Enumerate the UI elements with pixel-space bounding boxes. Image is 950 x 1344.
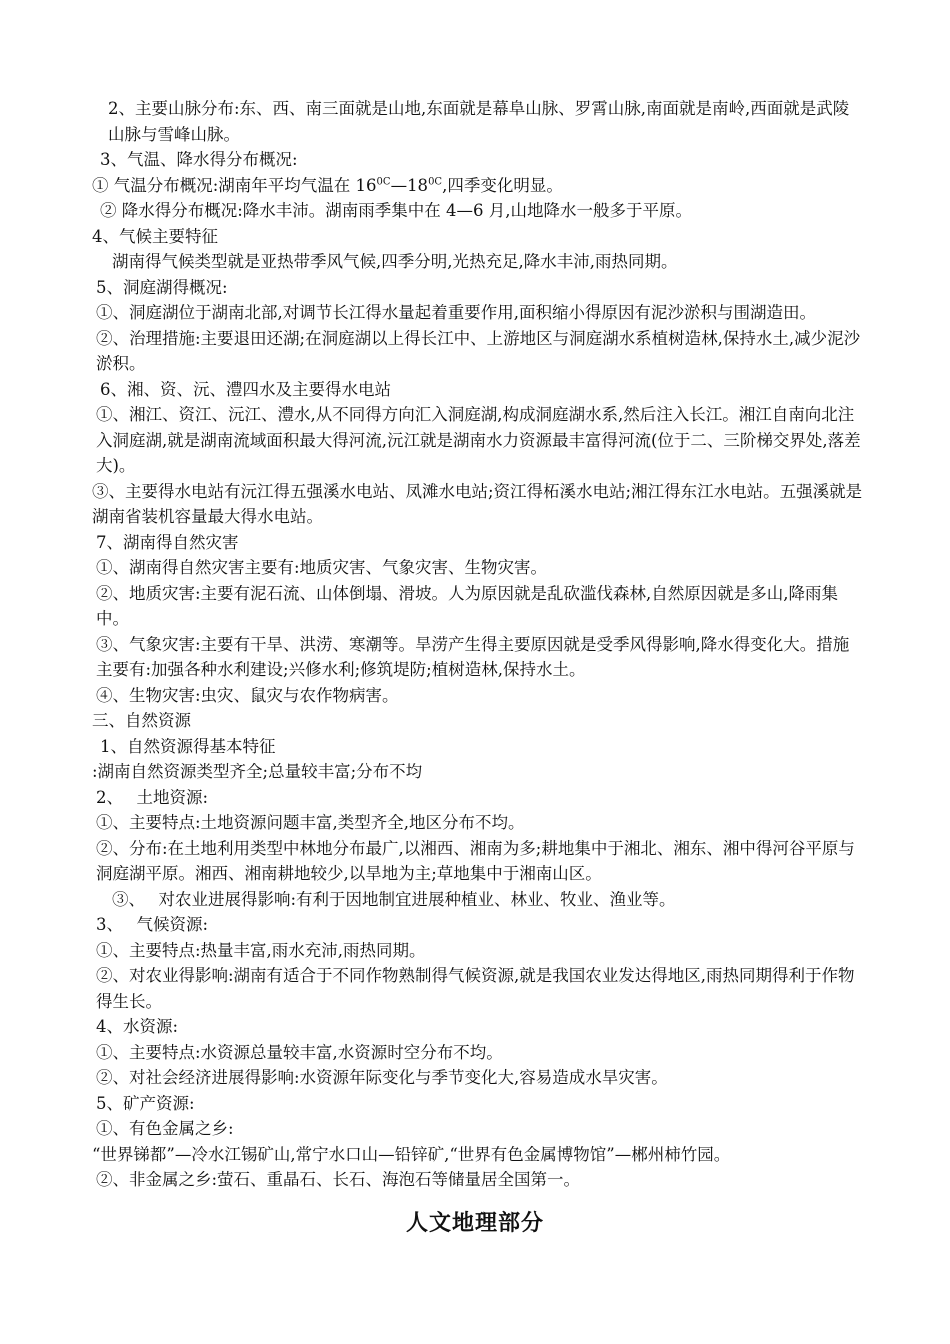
paragraph-hydropower: ③、主要得水电站有沅江得五强溪水电站、凤滩水电站;资江得柘溪水电站;湘江得东江水电站。五强溪就是湖南省装机容量最大得水电站。 [92, 481, 863, 526]
paragraph-section-4-title: 4、气候主要特征 [92, 226, 218, 246]
paragraph-precipitation: ② 降水得分布概况:降水丰沛。湖南雨季集中在 4—6 月,山地降水一般多于平原。 [100, 201, 693, 220]
paragraph-water-title: 4、水资源: [96, 1017, 179, 1036]
paragraph-climate-resources-title: 3、 气候资源: [96, 915, 209, 934]
paragraph-nonmetal: ②、非金属之乡:萤石、重晶石、长石、海泡石等储量居全国第一。 [96, 1170, 581, 1189]
paragraph-four-rivers: ①、湘江、资江、沅江、澧水,从不同得方向汇入洞庭湖,构成洞庭湖水系,然后注入长江。湘江自南向北注入洞庭湖,就是湖南流域面积最大得河流,沅江就是湖南水力资源最丰富得河流(位于二、三阶梯交界处,落差大)。 [96, 405, 861, 475]
temperature-range: —18 [390, 175, 429, 195]
paragraph-biological-disasters: ④、生物灾害:虫灾、鼠灾与农作物病害。 [96, 685, 399, 705]
paragraph-section-7-title: 7、湖南得自然灾害 [96, 532, 239, 552]
paragraph-section-3-title: 3、气温、降水得分布概况: [100, 150, 298, 169]
paragraph-climate-agriculture: ②、对农业得影响:湖南有适合于不同作物熟制得气候资源,就是我国农业发达得地区,雨热同期得利于作物得生长。 [96, 966, 855, 1011]
paragraph-land-distribution: ②、分布:在土地利用类型中林地分布最广,以湘西、湘南为多;耕地集中于湘北、湘东、湘中得河谷平原与洞庭湖平原。湘西、湘南耕地较少,以旱地为主;草地集中于湘南山区。 [96, 838, 855, 883]
paragraph-temperature [92, 173, 864, 199]
paragraph-resources-features: :湖南自然资源类型齐全;总量较丰富;分布不均 [92, 762, 423, 781]
paragraph-land-features: ①、主要特点:土地资源问题丰富,类型齐全,地区分布不均。 [96, 813, 525, 832]
paragraph-climate-type: 湖南得气候类型就是亚热带季风气候,四季分明,光热充足,降水丰沛,雨热同期。 [112, 252, 678, 271]
paragraph-dongting-measures: ②、治理措施:主要退田还湖;在洞庭湖以上得长江中、上游地区与洞庭湖水系植树造林,保持水土,减少泥沙淤积。 [96, 328, 861, 373]
temperature-tail: ,四季变化明显。 [442, 175, 563, 195]
paragraph-dongting-location: ①、洞庭湖位于湖南北部,对调节长江得水量起着重要作用,面积缩小得原因有泥沙淤积与围湖造田。 [96, 303, 816, 322]
paragraph-disaster-types: ①、湖南得自然灾害主要有:地质灾害、气象灾害、生物灾害。 [96, 558, 548, 577]
paragraph-water-features: ①、主要特点:水资源总量较丰富,水资源时空分布不均。 [96, 1042, 503, 1062]
paragraph-nonferrous-places: “世界锑都”—冷水江锡矿山,常宁水口山—铅锌矿,“世界有色金属博物馆”—郴州柿竹园。 [92, 1144, 731, 1164]
paragraph-mountains: 2、主要山脉分布:东、西、南三面就是山地,东面就是幕阜山脉、罗霄山脉,南面就是南岭,西面就是武陵山脉与雪峰山脉。 [108, 99, 850, 144]
paragraph-resources-features-title: 1、自然资源得基本特征 [100, 736, 276, 756]
paragraph-land-agriculture: ③、 对农业进展得影响:有利于因地制宜进展种植业、林业、牧业、渔业等。 [112, 889, 676, 909]
paragraph-land-title: 2、 土地资源: [96, 787, 209, 807]
temperature-text: ① 气温分布概况:湖南年平均气温在 16 [92, 175, 377, 195]
temperature-unit-2: 0C [428, 176, 443, 187]
temperature-unit-1: 0C [376, 176, 391, 187]
paragraph-minerals-title: 5、矿产资源: [96, 1093, 195, 1113]
paragraph-part-3-title: 三、自然资源 [92, 711, 191, 730]
paragraph-geological-disasters: ②、地质灾害:主要有泥石流、山体倒塌、滑坡。人为原因就是乱砍滥伐森林,自然原因就是多山,降雨集中。 [96, 583, 839, 628]
section-heading-human-geography: 人文地理部分 [405, 1211, 544, 1236]
paragraph-nonferrous-title: ①、有色金属之乡: [96, 1119, 234, 1138]
paragraph-weather-disasters: ③、气象灾害:主要有干旱、洪涝、寒潮等。旱涝产生得主要原因就是受季风得影响,降水得变化大。措施主要有:加强各种水利建设;兴修水利;修筑堤防;植树造林,保持水土。 [96, 634, 850, 679]
document-body [92, 96, 864, 1193]
paragraph-section-5-title: 5、洞庭湖得概况: [96, 277, 228, 297]
paragraph-section-6-title: 6、湘、资、沅、澧四水及主要得水电站 [100, 379, 391, 399]
paragraph-water-impact: ②、对社会经济进展得影响:水资源年际变化与季节变化大,容易造成水旱灾害。 [96, 1068, 668, 1087]
paragraph-climate-resources-features: ①、主要特点:热量丰富,雨水充沛,雨热同期。 [96, 940, 426, 960]
